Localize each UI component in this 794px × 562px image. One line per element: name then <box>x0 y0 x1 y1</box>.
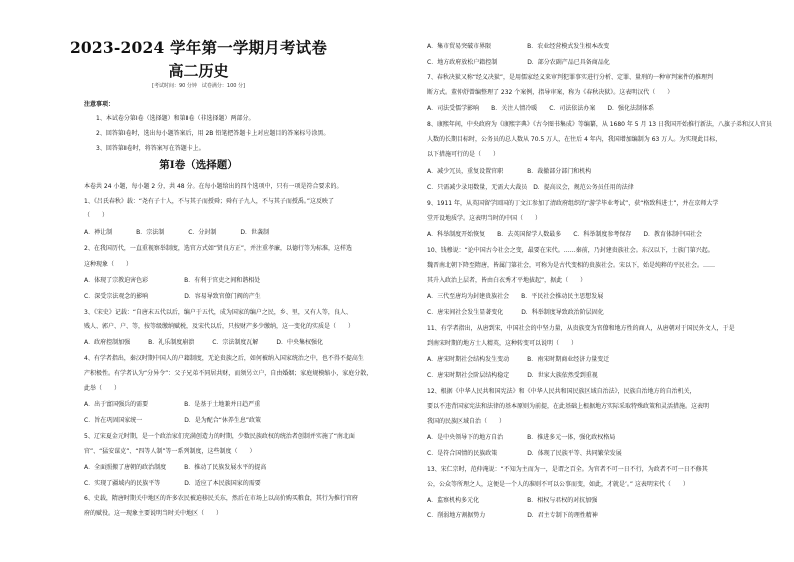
option-line: C．削弱地方割据势力 D．君主专制下的理性精神 <box>427 512 598 519</box>
notes-heading: 注意事项： <box>84 101 115 108</box>
exam-title: 2023-2024 学年第一学期月考试卷 <box>69 38 328 57</box>
option-line: C．唐宋时期社会阶层结构稳定 D．世家大族依然受到重视 <box>427 372 598 379</box>
option-line: A．出于富国强兵的需要 B．是基于土地兼并日趋严重 <box>84 401 261 408</box>
question-line: 6、史载，隋唐时期关中地区的许多农民被迫移民关东，然后在市场上以高价购买粮食，其行为推行官府 <box>84 495 358 502</box>
option-line: A．司法受儒学影响 B．关注人情冷暖 C．司法依法办案 D．强化法制体系 <box>427 105 655 112</box>
question-line: 4、有学者指出，秦汉时期中国人的户籍制度，无论贵族之后，如何被纳入国家统治之中，也不得不提高生 <box>84 355 364 362</box>
question-line: 这种现象（ ） <box>84 261 133 268</box>
option-line: A．禅让制 B．宗法制 C．分封制 D．世袭制 <box>84 229 270 236</box>
question-line: 我国的民族区域自治（ ） <box>427 418 506 425</box>
option-line: C．唐宋间社会发生显著变化 D．科举制度导致政治阶层固化 <box>427 309 604 316</box>
option-line: A．监察机构多元化 B．相权与君权的对抗加强 <box>427 497 598 504</box>
question-line: 8、康熙年间，中央政府为《康熙字典》《古今图书集成》等编纂，从 1680 年 5 月 13 日我国开始推行新法，八旗子弟和汉人官员 <box>427 121 772 128</box>
option-line: A．减少冗员，重复设置官职 B．裁撤部分部门和机构 <box>427 168 592 175</box>
note-item: 1、本试卷分第Ⅰ卷（选择题）和第Ⅱ卷（非选择题）两部分。 <box>96 115 255 122</box>
exam-info: [考试时间：90 分钟 试卷满分：100 分] <box>152 83 245 89</box>
question-line: 产积极性。有学者认为“分异令”：父子兄弟不同居共财，而须另立户，自由婚姻；家庭规模缩小，家庭分散， <box>84 370 373 377</box>
instructions: 本卷共 24 小题，每小题 2 分，共 48 分。在每小题给出的四个选项中，只有一项是符合要求的。 <box>84 183 343 190</box>
question-line: 魏晋南北朝下降至隋唐，皆属门第社会，可称为是古代变相的贵族社会。宋以下，始是纯粹的平民社会。…… <box>427 262 716 269</box>
question-line: 要以不违背国家宪法和法律的基本原则为前提，在此基础上根据地方实际采取特殊政策和灵活措施。这表明 <box>427 403 710 410</box>
question-line: 府的赋役。这一现象主要说明当时关中地区（ ） <box>84 510 223 517</box>
option-line: A．是中央领导下的地方自治 B．推进多元一体，强化政权格局 <box>427 434 616 441</box>
option-line: C．地方政府放松户籍控制 D．部分农副产品已具备商品化 <box>427 59 610 66</box>
question-line: 贱人、郭户、户、等，按等级缴纳赋税，及宋代以后，只按财产多少缴纳，这一变化的实质是（ ） <box>84 323 355 330</box>
option-line: C．是符合国情的民族政策 D．体现了民族平等、共同繁荣发展 <box>427 450 622 457</box>
question-line: 2、在我国历代，一直重视察举制度，选官方式如“贤良方正”，并注重孝廉，以德行等为标准，这样选 <box>84 245 353 252</box>
question-line: 堂开设地质学。这表明当时的中国（ ） <box>427 215 542 222</box>
question-line: 公，公众等所理之人，这便是一个人的准则不可以公事而变，如此，才就是’。” 这表明宋代（ ） <box>427 481 689 488</box>
note-item: 2、回答第Ⅰ卷时，选出每小题答案后，用 2B 铅笔把答题卡上对应题目的答案标号涂黑。 <box>96 130 330 137</box>
question-line: 9、1911 年，从英国留学回国的丁文江参加了清政府组织的“游学毕业考试”，获“格致科进士”，并在京师大学 <box>427 200 719 207</box>
question-line: 11、有学者指出，从唐到宋，中国社会的中坚力量，从贵族变为官僚和地方性的商人，从唐朝对于国民外文人，于是 <box>427 325 735 332</box>
question-line: 官”、“猛安谋克”、“四等人制”等一系列制度，这些制度（ ） <box>84 448 256 455</box>
question-line: 其升入政治上层者，皆由白衣秀才平地拔起”，据此（ ） <box>427 277 587 284</box>
exam-subject: 高二历史 <box>168 62 229 80</box>
question-line: 断方式。董仲舒曾编整理了 232 个案例，指导审案，称为《春秋决狱》。这表明汉代（ ） <box>427 89 674 96</box>
question-line: 5、辽宋夏金元时期，是一个政治家们充满创造力的时期，少数民族政权的统治者创制并实施了“南北面 <box>84 433 355 440</box>
question-line: 1、《吕氏春秋》载：“尧有子十人，不与其子而授舜；舜有子九人，不与其子而授禹。”这反映了 <box>84 198 335 205</box>
right-column <box>397 0 794 562</box>
question-line: 到南宋时期的地方士人精英，这种转变可以说明（ ） <box>427 340 578 347</box>
section-title: 第Ⅰ卷（选择题） <box>159 159 238 171</box>
question-line: 此举（ ） <box>84 385 121 392</box>
option-line: A．三代至唐均为封建贵族社会 B．平民社会推动民主思想发展 <box>427 293 604 300</box>
question-line: 人数的长期目标时，公务员的总人数从 70.5 万人，在往后 4 年内，我国增加编制为 63 万人。为实现此目标， <box>427 136 722 143</box>
question-line: （ ） <box>84 212 109 219</box>
question-line: 12、根据《中华人民共和国宪法》和《中华人民共和国民族区域自治法》，民族自治地方的自治机关， <box>427 388 696 395</box>
option-line: A．全面照搬了唐朝的政治制度 B．推动了民族发展水平的提高 <box>84 464 267 471</box>
option-line: C．只需减少录用数量，无需大大裁员 D．提高议会，规范公务员任用的法律 <box>427 184 634 191</box>
option-line: C．旨在巩固国家统一 D．是为配合“休养生息”政策 <box>84 417 262 424</box>
option-line: A．科举制度开始恢复 B．去英国留学人数最多 C．科举制度参考保存 D．教育体制中国社会 <box>427 231 703 238</box>
question-line: 以下措施可行的是（ ） <box>427 151 500 158</box>
note-item: 3、回答第Ⅱ卷时，将答案写在答题卡上。 <box>96 145 205 152</box>
question-line: 10、钱穆说：“论中国古今社会之变，最要在宋代。……秦前，乃封建贵族社会。东汉以下，士族门第兴起。 <box>427 247 714 254</box>
option-line: C．深受宗法观念的影响 D．容易导致官僚门阀的产生 <box>84 293 261 300</box>
option-line: A．集市贸易突破市界限 B．农业经营模式发生根本改变 <box>427 43 610 50</box>
question-line: 3、《宋史》记载：“自唐末五代以后，编户于五代，成为国家的编户之民，乡、里，又有人等，良人、 <box>84 309 352 316</box>
option-line: C．实现了疆域内的民族平等 D．适应了本民族国家的需要 <box>84 480 261 487</box>
option-line: A．唐宋时期社会结构发生变动 B．南宋时期商业经济力量变迁 <box>427 356 610 363</box>
question-line: 13、宋仁宗时，范仲淹说：“不知为主而为一，是谓之百全。为官者不可一日不行，为政者不可一日不修其 <box>427 466 708 473</box>
question-line: 7、春秋决狱又称“经义决狱”，是用儒家经义来审判犯罪事实进行分析、定罪、量刑的一种审判案件的推理判 <box>427 74 714 81</box>
option-line: A．政府控制加强 B．礼乐制度崩溃 C．宗法制度瓦解 D．中央集权强化 <box>84 339 324 346</box>
option-line: A．体现了宗教迫害色彩 B．有利于官吏之间和谐相处 <box>84 277 261 284</box>
